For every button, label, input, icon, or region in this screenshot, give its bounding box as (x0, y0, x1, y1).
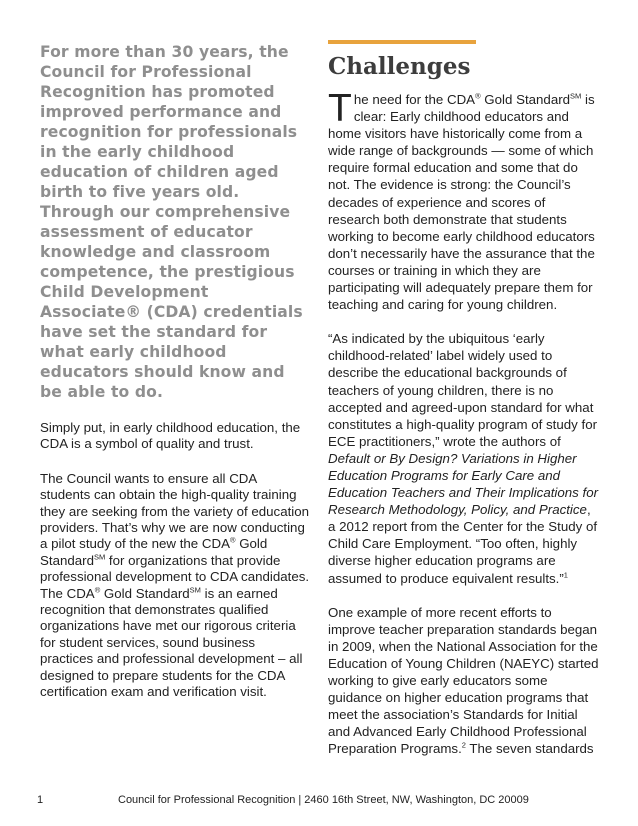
pullquote: For more than 30 years, the Council for Professional Recognition has promoted improved performance and recognition for professionals in the early childhood education of children aged birth to five years old. Through our comprehensive assessment of educator knowledge and classroom competence, the prestigious Child Development Associate® (CDA) credentials have set the standard for what early childhood educators should know and be able to do. (40, 43, 303, 401)
footer-address: Council for Professional Recognition | 2460 16th Street, NW, Washington, DC 20009 (118, 794, 529, 806)
registered-mark: ® (475, 91, 481, 101)
service-mark: SM (189, 585, 201, 595)
footnote-ref-2[interactable]: 2 (461, 740, 466, 750)
text-run: One example of more recent efforts to improve teacher preparation standards began in 2009, when the National Association for the Education of Young Children (NAEYC) started working to give early educators some guidance on higher education programs that meet the association’s Standards for Initial and Advanced Early Childhood Professional Preparation Programs. (328, 604, 599, 757)
text-run: he need for the CDA (353, 92, 476, 107)
text-run: Gold Standard (100, 585, 190, 601)
text-run: The seven standards (465, 741, 594, 757)
section-heading: Challenges (328, 53, 471, 80)
left-column (40, 42, 310, 719)
pilot-study-paragraph (40, 471, 310, 701)
page-number: 1 (37, 794, 44, 806)
registered-mark: ® (94, 585, 101, 595)
registered-mark: ® (229, 536, 236, 546)
challenges-paragraph-2 (328, 330, 600, 586)
text-run: The Council wants to ensure all CDA students can obtain the high-quality training they are seeking from the variety of education providers. That’s why we are now conducting a pilot study of the new the CDA (40, 470, 310, 552)
report-title: Default or By Design? Variations in Higher Education Programs for Early Care and Education Teachers and Their Implications for Research Methodology, Policy, and Practice (328, 450, 599, 518)
text-run: , a 2012 report from the Center for the Study of Child Care Employment. “Too often, highly diverse higher education programs are assumed to produce equivalent results.” (328, 502, 598, 586)
text-run: is an earned recognition that demonstrates qualified organizations have met our rigorous criteria for student services, sound business practices and professional development – all designed to prepare students for the CDA certification exam and verification visit. (40, 585, 303, 700)
right-column (328, 40, 600, 774)
challenges-paragraph-3 (328, 604, 600, 758)
text-run: “As indicated by the ubiquitous ‘early childhood-related’ label widely used to describe the educational backgrounds of teachers of young children, there is no accepted and agreed-upon standard for what constitutes a high-quality program of study for ECE practitioners,” wrote the authors of (328, 331, 598, 449)
text-run: Gold Standard (480, 92, 571, 107)
text-run: for organizations that provide professional development to CDA candidates. The CDA (40, 552, 310, 601)
service-mark: SM (93, 552, 106, 562)
accent-rule (328, 40, 476, 44)
intro-paragraph: Simply put, in early childhood education, the CDA is a symbol of quality and trust. (40, 420, 301, 452)
service-mark: SM (570, 91, 582, 101)
text-run: is clear: Early childhood educators and home visitors have historically come from a wide range of backgrounds — some of which require formal education and some that do not. The evidence is strong: the Council’s decades of experience and scores of research both demonstrate that students working to become early childhood educators don’t necessarily have the assurance that the courses or training in which they are participating will adequately prepare them for teaching and caring for young children. (328, 92, 595, 313)
footnote-ref-1[interactable]: 1 (563, 570, 568, 580)
text-run: Gold Standard (40, 536, 268, 568)
challenges-paragraph-1 (328, 87, 600, 313)
drop-cap: T (328, 87, 352, 130)
